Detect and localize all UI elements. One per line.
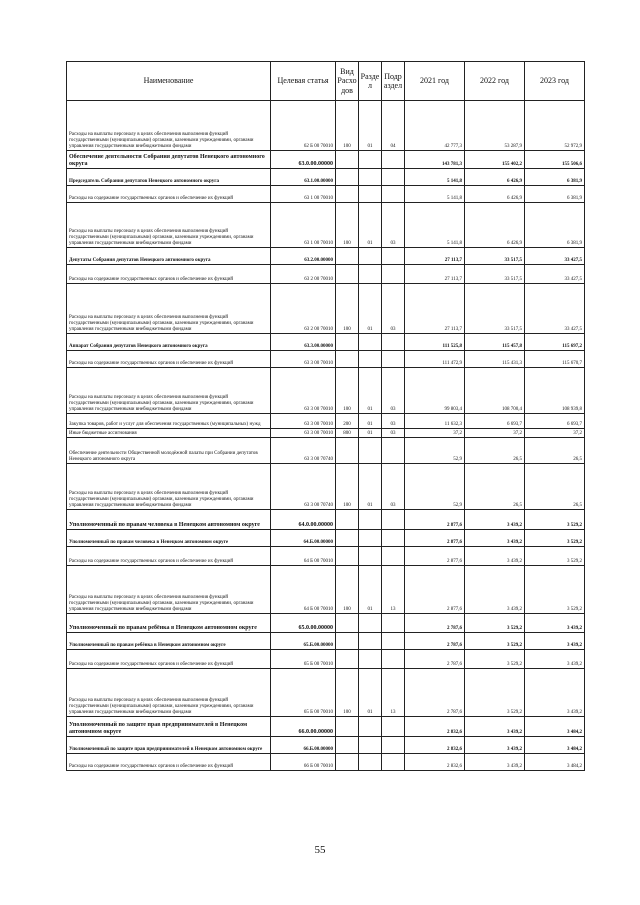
row-amount-2023: 6 693,7 — [525, 414, 585, 429]
row-section: 01 — [359, 669, 382, 717]
row-expense-type — [336, 754, 359, 771]
row-subsection: 03 — [382, 464, 405, 510]
row-amount-2023: 3 439,2 — [525, 650, 585, 669]
header-2023: 2023 год — [525, 62, 585, 101]
table-header-row — [67, 62, 585, 101]
row-amount-2021: 52,9 — [405, 464, 465, 510]
row-subsection: 03 — [382, 203, 405, 248]
table-row — [67, 754, 585, 771]
row-subsection — [382, 438, 405, 464]
row-name: Уполномоченный по правам человека в Ненецком автономном округе — [67, 510, 271, 530]
row-section — [359, 186, 382, 203]
row-name: Обеспечение деятельности Собрания депутатов Ненецкого автономного округа — [67, 151, 271, 169]
row-amount-2021: 37,2 — [405, 429, 465, 438]
row-amount-2022: 3 439,2 — [465, 737, 525, 754]
row-amount-2022: 3 529,2 — [465, 614, 525, 633]
row-amount-2022: 3 529,2 — [465, 669, 525, 717]
row-expense-type — [336, 650, 359, 669]
row-subsection — [382, 717, 405, 737]
row-amount-2023: 6 381,9 — [525, 186, 585, 203]
row-expense-type: 100 — [336, 101, 359, 151]
row-amount-2023: 3 439,2 — [525, 669, 585, 717]
row-target-article: 63.2.00.00000 — [271, 248, 336, 265]
row-subsection — [382, 633, 405, 650]
row-name: Уполномоченный по правам ребёнка в Ненецком автономном округе — [67, 614, 271, 633]
row-subsection — [382, 754, 405, 771]
row-amount-2022: 3 439,2 — [465, 547, 525, 566]
row-expense-type — [336, 547, 359, 566]
row-section — [359, 334, 382, 351]
row-amount-2021: 27 113,7 — [405, 265, 465, 284]
table-row — [67, 368, 585, 414]
row-target-article: 65.0.00.00000 — [271, 614, 336, 633]
row-section — [359, 351, 382, 368]
row-amount-2023: 3 439,2 — [525, 614, 585, 633]
row-amount-2021: 2 877,6 — [405, 510, 465, 530]
row-name: Расходы на содержание государственных органов и обеспечение их функций — [67, 265, 271, 284]
row-subsection: 13 — [382, 566, 405, 614]
row-amount-2022: 33 517,5 — [465, 265, 525, 284]
row-expense-type: 200 — [336, 414, 359, 429]
row-subsection: 13 — [382, 669, 405, 717]
row-amount-2022: 6 693,7 — [465, 414, 525, 429]
row-section — [359, 265, 382, 284]
row-section — [359, 547, 382, 566]
row-amount-2021: 2 877,6 — [405, 530, 465, 547]
row-amount-2021: 2 877,6 — [405, 547, 465, 566]
row-target-article: 63 3 00 70740 — [271, 464, 336, 510]
row-amount-2021: 2 787,6 — [405, 669, 465, 717]
row-expense-type: 800 — [336, 429, 359, 438]
row-target-article: 63 2 00 70010 — [271, 265, 336, 284]
row-target-article: 66 Б 00 70010 — [271, 754, 336, 771]
row-amount-2022: 3 439,2 — [465, 566, 525, 614]
row-subsection — [382, 547, 405, 566]
row-section — [359, 151, 382, 169]
row-target-article: 64.Б.00.00000 — [271, 530, 336, 547]
row-expense-type: 100 — [336, 464, 359, 510]
row-subsection — [382, 151, 405, 169]
row-name: Расходы на содержание государственных органов и обеспечение их функций — [67, 351, 271, 368]
row-name: Расходы на содержание государственных органов и обеспечение их функций — [67, 547, 271, 566]
row-amount-2022: 26,5 — [465, 438, 525, 464]
row-section — [359, 650, 382, 669]
row-amount-2022: 6 426,9 — [465, 203, 525, 248]
row-amount-2022: 26,5 — [465, 464, 525, 510]
row-target-article: 66.Б.00.00000 — [271, 737, 336, 754]
row-name: Расходы на выплаты персоналу в целях обеспечения выполнения функций государственными (муниципальными) органами, казенными учреждениями, органами управления государственными внебюджетными фондами — [67, 566, 271, 614]
table-row — [67, 717, 585, 737]
row-amount-2023: 33 427,5 — [525, 248, 585, 265]
row-amount-2021: 27 113,7 — [405, 248, 465, 265]
row-amount-2021: 2 832,6 — [405, 717, 465, 737]
row-expense-type — [336, 169, 359, 186]
row-section — [359, 530, 382, 547]
row-section — [359, 717, 382, 737]
table-row — [67, 265, 585, 284]
row-expense-type: 100 — [336, 284, 359, 334]
row-section — [359, 754, 382, 771]
row-subsection — [382, 351, 405, 368]
row-section: 01 — [359, 101, 382, 151]
table-row — [67, 248, 585, 265]
row-amount-2022: 6 426,9 — [465, 186, 525, 203]
table-row — [67, 633, 585, 650]
page-number: 55 — [314, 844, 326, 856]
row-expense-type — [336, 334, 359, 351]
row-amount-2021: 27 113,7 — [405, 284, 465, 334]
row-amount-2023: 33 427,5 — [525, 284, 585, 334]
row-section: 01 — [359, 464, 382, 510]
row-expense-type: 100 — [336, 566, 359, 614]
row-section: 01 — [359, 414, 382, 429]
row-subsection — [382, 614, 405, 633]
row-subsection — [382, 169, 405, 186]
row-amount-2021: 5 141,8 — [405, 203, 465, 248]
row-section: 01 — [359, 566, 382, 614]
row-amount-2022: 3 439,2 — [465, 717, 525, 737]
row-target-article: 65.Б.00.00000 — [271, 633, 336, 650]
row-amount-2021: 111 472,9 — [405, 351, 465, 368]
row-amount-2023: 3 529,2 — [525, 547, 585, 566]
budget-table — [66, 61, 585, 771]
row-amount-2023: 37,2 — [525, 429, 585, 438]
row-amount-2022: 3 439,2 — [465, 754, 525, 771]
row-amount-2023: 33 427,5 — [525, 265, 585, 284]
row-name: Закупка товаров, работ и услуг для обеспечения государственных (муниципальных) нужд — [67, 414, 271, 429]
table-row — [67, 169, 585, 186]
row-amount-2021: 42 777,3 — [405, 101, 465, 151]
row-amount-2021: 111 525,8 — [405, 334, 465, 351]
row-amount-2022: 3 529,2 — [465, 650, 525, 669]
row-amount-2023: 115 697,2 — [525, 334, 585, 351]
row-subsection — [382, 650, 405, 669]
row-expense-type — [336, 248, 359, 265]
table-row — [67, 566, 585, 614]
row-subsection: 03 — [382, 414, 405, 429]
row-section — [359, 438, 382, 464]
row-name: Обеспечение деятельности Общественной молодёжной палаты при Собрании депутатов Ненецкого автономного округа — [67, 438, 271, 464]
row-name: Уполномоченный по правам ребёнка в Ненецком автономном округе — [67, 633, 271, 650]
row-amount-2022: 33 517,5 — [465, 248, 525, 265]
row-section — [359, 633, 382, 650]
row-expense-type — [336, 510, 359, 530]
row-target-article: 63 3 00 70010 — [271, 368, 336, 414]
row-amount-2021: 2 877,6 — [405, 566, 465, 614]
row-amount-2023: 3 529,2 — [525, 510, 585, 530]
row-subsection — [382, 248, 405, 265]
header-name: Наименование — [67, 62, 271, 101]
row-amount-2022: 3 529,2 — [465, 633, 525, 650]
row-expense-type — [336, 633, 359, 650]
row-name: Расходы на содержание государственных органов и обеспечение их функций — [67, 186, 271, 203]
row-expense-type — [336, 186, 359, 203]
row-subsection — [382, 510, 405, 530]
row-name: Расходы на выплаты персоналу в целях обеспечения выполнения функций государственными (муниципальными) органами, казенными учреждениями, органами управления государственными внебюджетными фондами — [67, 669, 271, 717]
row-target-article: 65 Б 00 70010 — [271, 650, 336, 669]
table-row — [67, 669, 585, 717]
row-amount-2022: 3 439,2 — [465, 510, 525, 530]
row-name: Депутаты Собрания депутатов Ненецкого автономного округа — [67, 248, 271, 265]
row-amount-2023: 3 529,2 — [525, 530, 585, 547]
row-section — [359, 248, 382, 265]
row-target-article: 63 2 00 70010 — [271, 284, 336, 334]
row-target-article: 62 Б 00 70010 — [271, 101, 336, 151]
row-expense-type — [336, 717, 359, 737]
row-subsection: 04 — [382, 101, 405, 151]
row-amount-2021: 99 803,4 — [405, 368, 465, 414]
header-2021: 2021 год — [405, 62, 465, 101]
table-row — [67, 101, 585, 151]
table-row — [67, 334, 585, 351]
row-amount-2023: 155 506,6 — [525, 151, 585, 169]
row-name: Аппарат Собрания депутатов Ненецкого автономного округа — [67, 334, 271, 351]
header-target-article: Целевая статья — [271, 62, 336, 101]
row-subsection: 03 — [382, 429, 405, 438]
row-subsection — [382, 186, 405, 203]
row-amount-2021: 2 832,6 — [405, 737, 465, 754]
row-target-article: 63.0.00.00000 — [271, 151, 336, 169]
row-amount-2022: 155 402,2 — [465, 151, 525, 169]
row-subsection — [382, 334, 405, 351]
table-row — [67, 429, 585, 438]
row-amount-2023: 3 484,2 — [525, 754, 585, 771]
row-target-article: 65 Б 00 70010 — [271, 669, 336, 717]
row-section: 01 — [359, 203, 382, 248]
row-target-article: 63.3.00.00000 — [271, 334, 336, 351]
row-amount-2021: 2 832,6 — [405, 754, 465, 771]
row-amount-2023: 3 439,2 — [525, 633, 585, 650]
row-expense-type — [336, 530, 359, 547]
table-row — [67, 284, 585, 334]
row-expense-type — [336, 737, 359, 754]
table-row — [67, 414, 585, 429]
row-amount-2022: 3 439,2 — [465, 530, 525, 547]
row-amount-2021: 2 787,6 — [405, 614, 465, 633]
row-amount-2022: 115 457,8 — [465, 334, 525, 351]
row-target-article: 63 3 00 70010 — [271, 351, 336, 368]
row-section: 01 — [359, 284, 382, 334]
row-section — [359, 614, 382, 633]
table-body — [67, 101, 585, 771]
row-section — [359, 737, 382, 754]
row-name: Расходы на выплаты персоналу в целях обеспечения выполнения функций государственными (муниципальными) органами, казенными учреждениями, органами управления государственными внебюджетными фондами — [67, 101, 271, 151]
row-target-article: 63 1 00 70010 — [271, 186, 336, 203]
row-amount-2023: 108 939,8 — [525, 368, 585, 414]
row-subsection: 03 — [382, 368, 405, 414]
row-target-article: 63 3 00 70740 — [271, 438, 336, 464]
row-amount-2023: 115 670,7 — [525, 351, 585, 368]
row-name: Расходы на выплаты персоналу в целях обеспечения выполнения функций государственными (муниципальными) органами, казенными учреждениями, органами управления государственными внебюджетными фондами — [67, 284, 271, 334]
row-amount-2022: 6 426,9 — [465, 169, 525, 186]
row-target-article: 63 3 00 70010 — [271, 429, 336, 438]
row-amount-2021: 52,9 — [405, 438, 465, 464]
row-amount-2023: 3 484,2 — [525, 737, 585, 754]
row-amount-2021: 2 787,6 — [405, 650, 465, 669]
row-amount-2022: 115 431,3 — [465, 351, 525, 368]
row-target-article: 64.0.00.00000 — [271, 510, 336, 530]
row-subsection — [382, 265, 405, 284]
row-expense-type: 100 — [336, 368, 359, 414]
row-amount-2023: 26,5 — [525, 438, 585, 464]
row-amount-2023: 26,5 — [525, 464, 585, 510]
row-expense-type — [336, 351, 359, 368]
row-expense-type: 100 — [336, 203, 359, 248]
header-subsection: Подр аздел — [382, 62, 405, 101]
row-amount-2022: 33 517,5 — [465, 284, 525, 334]
row-expense-type — [336, 265, 359, 284]
row-amount-2021: 11 632,3 — [405, 414, 465, 429]
row-amount-2021: 143 781,3 — [405, 151, 465, 169]
row-amount-2023: 3 484,2 — [525, 717, 585, 737]
row-target-article: 64 Б 00 70010 — [271, 566, 336, 614]
row-amount-2022: 53 287,9 — [465, 101, 525, 151]
row-name: Уполномоченный по защите прав предпринимателей в Ненецком автономном округе — [67, 717, 271, 737]
table-row — [67, 530, 585, 547]
table-row — [67, 351, 585, 368]
row-section — [359, 510, 382, 530]
row-expense-type — [336, 614, 359, 633]
row-subsection — [382, 530, 405, 547]
row-name: Расходы на выплаты персоналу в целях обеспечения выполнения функций государственными (муниципальными) органами, казенными учреждениями, органами управления государственными внебюджетными фондами — [67, 464, 271, 510]
row-expense-type — [336, 438, 359, 464]
row-name: Расходы на содержание государственных органов и обеспечение их функций — [67, 650, 271, 669]
row-target-article: 63 3 00 70010 — [271, 414, 336, 429]
row-section — [359, 169, 382, 186]
row-amount-2023: 6 381,9 — [525, 169, 585, 186]
row-name: Расходы на содержание государственных органов и обеспечение их функций — [67, 754, 271, 771]
table-row — [67, 438, 585, 464]
table-row — [67, 737, 585, 754]
table-row — [67, 464, 585, 510]
table-row — [67, 510, 585, 530]
row-subsection — [382, 737, 405, 754]
table-row — [67, 203, 585, 248]
header-section: Разде л — [359, 62, 382, 101]
table-row — [67, 186, 585, 203]
row-section: 01 — [359, 429, 382, 438]
row-section: 01 — [359, 368, 382, 414]
row-name: Расходы на выплаты персоналу в целях обеспечения выполнения функций государственными (муниципальными) органами, казенными учреждениями, органами управления государственными внебюджетными фондами — [67, 203, 271, 248]
row-amount-2022: 37,2 — [465, 429, 525, 438]
row-name: Председатель Собрания депутатов Ненецкого автономного округа — [67, 169, 271, 186]
row-expense-type: 100 — [336, 669, 359, 717]
table-row — [67, 547, 585, 566]
header-2022: 2022 год — [465, 62, 525, 101]
row-amount-2021: 5 141,8 — [405, 169, 465, 186]
row-target-article: 66.0.00.00000 — [271, 717, 336, 737]
row-expense-type — [336, 151, 359, 169]
row-subsection: 03 — [382, 284, 405, 334]
row-target-article: 63 1 00 70010 — [271, 203, 336, 248]
row-amount-2021: 5 141,8 — [405, 186, 465, 203]
row-amount-2021: 2 787,6 — [405, 633, 465, 650]
row-amount-2022: 108 700,4 — [465, 368, 525, 414]
row-name: Расходы на выплаты персоналу в целях обеспечения выполнения функций государственными (муниципальными) органами, казенными учреждениями, органами управления государственными внебюджетными фондами — [67, 368, 271, 414]
row-target-article: 64 Б 00 70010 — [271, 547, 336, 566]
row-amount-2023: 3 529,2 — [525, 566, 585, 614]
row-amount-2023: 52 972,9 — [525, 101, 585, 151]
table-row — [67, 614, 585, 633]
table-row — [67, 151, 585, 169]
header-expense-type: Вид Расхо дов — [336, 62, 359, 101]
row-target-article: 63.1.00.00000 — [271, 169, 336, 186]
row-name: Уполномоченный по правам человека в Ненецком автономном округе — [67, 530, 271, 547]
row-amount-2023: 6 381,9 — [525, 203, 585, 248]
table-row — [67, 650, 585, 669]
row-name: Уполномоченный по защите прав предпринимателей в Ненецком автономном округе — [67, 737, 271, 754]
row-name: Иные бюджетные ассигнования — [67, 429, 271, 438]
